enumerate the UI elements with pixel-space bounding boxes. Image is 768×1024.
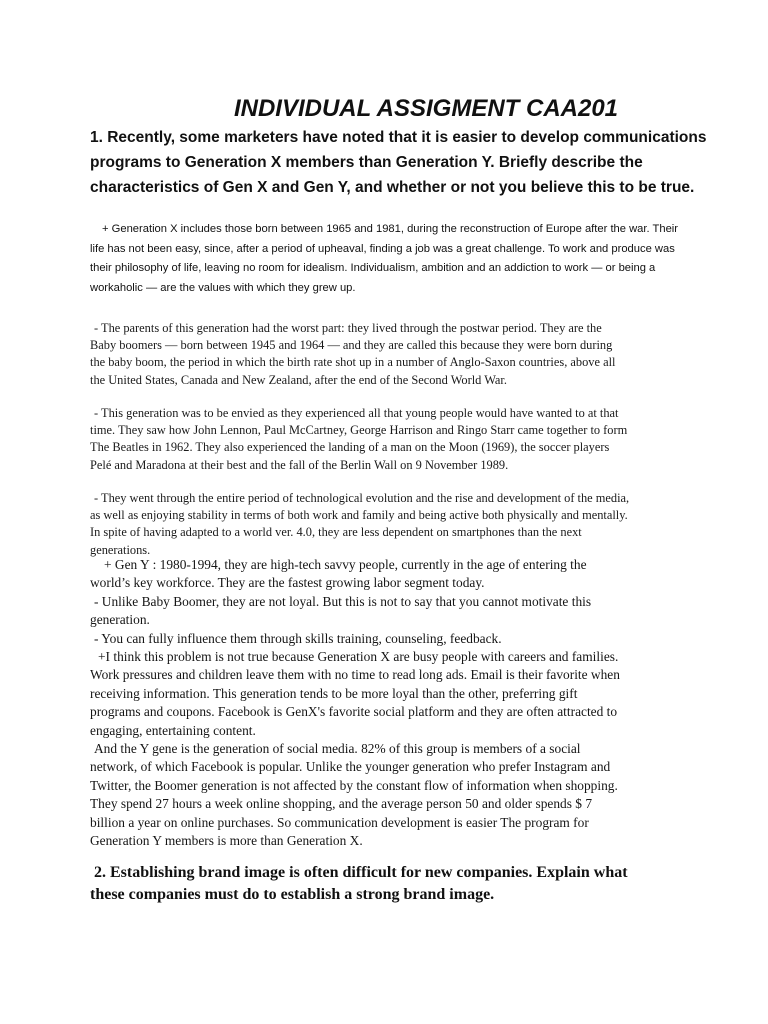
influence-paragraph: - You can fully influence them through skills training, counseling, feedback. [94,630,502,646]
gen-y-paragraph: + Gen Y : 1980-1994, they are high-tech savvy people, currently in the age of entering the world’s key workforce. They are the fastest growing labor segment today. [90,557,587,591]
question-1: 1. Recently, some marketers have noted that it is easier to develop communications programs to Generation X members than Generation Y. Briefly describe the characteristics of Gen X and Gen Y, and whether or not you believe this to be true. [90,129,707,196]
loyalty-paragraph: - Unlike Baby Boomer, they are not loyal. But this is not to say that you cannot motivate this generation. [90,593,592,628]
baby-boomers-paragraph: - The parents of this generation had the worst part: they lived through the postwar period. They are the Baby boomers — born between 1945 and 1964 — and they are called this because they were born during the baby boom, the period in which the birth rate shot up in a number of Anglo-Saxon countries, above all the United States, Canada and New Zealand, after the end of the Second World War. [90,321,616,387]
answer-section [90,556,630,851]
envied-generation-paragraph: - This generation was to be envied as they experienced all that young people would have wanted to at that time. They saw how John Lennon, Paul McCartney, George Harrison and Ringo Starr came together to form The Beatles in 1962. They also experienced the landing of a man on the Moon (1969), the soccer players Pelé and Maradona at their best and the fall of the Berlin Wall on 9 November 1989. [90,406,628,472]
technology-paragraph: - They went through the entire period of technological evolution and the rise and development of the media, as well as enjoying stability in terms of both work and family and being active both physically and mentally. In spite of having adapted to a world ver. 4.0, they are less dependent on smartphones than the next generations. [90,491,630,557]
gen-x-intro-paragraph: + Generation X includes those born between 1965 and 1981, during the reconstruction of Europe after the war. Their life has not been easy, since, after a period of upheaval, finding a job was a great challenge. To work and produce was their philosophy of life, leaving no room for idealism. Individualism, ambition and an addiction to work — or being a workaholic — are the values with which they grew up. [90,223,679,294]
opinion-paragraph: +I think this problem is not true because Generation X are busy people with careers and families. Work pressures and children leave them with no time to read long ads. Email is their favorite when receiving information. This generation tends to be more loyal than the other, preferring gift programs and coupons. Facebook is GenX's favorite social platform and they are often attracted to engaging, entertaining content. [90,649,620,738]
document-title: INDIVIDUAL ASSIGMENT CAA201 [233,95,619,122]
gen-y-social-media-paragraph: And the Y gene is the generation of social media. 82% of this group is members of a social network, of which Facebook is popular. Unlike the younger generation who prefer Instagram and Twitter, the Boomer generation is not affected by the constant flow of information when shopping. They spend 27 hours a week online shopping, and the average person 50 and older spends $ 7 billion a year on online purchases. So communication development is easier The program for Generation Y members is more than Generation X. [90,741,618,849]
question-2: 2. Establishing brand image is often difficult for new companies. Explain what these companies must do to establish a strong brand image. [90,864,628,903]
